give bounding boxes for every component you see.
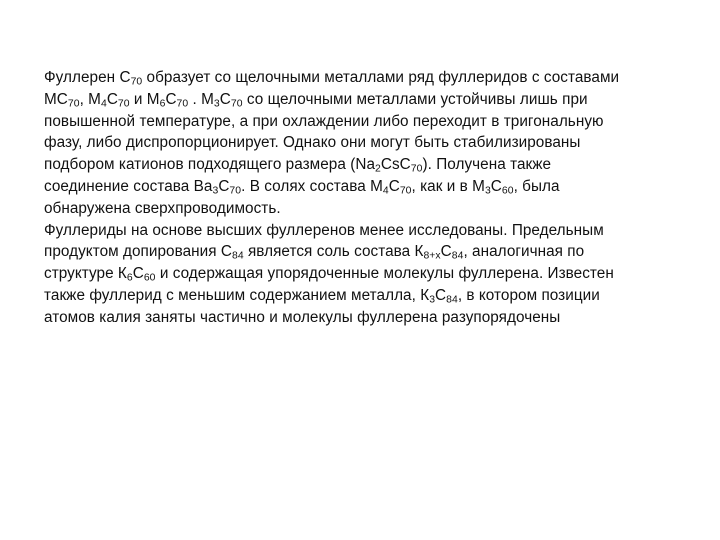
- text-run: С: [218, 177, 230, 195]
- subscript: 3: [213, 98, 220, 110]
- subscript: 4: [100, 98, 107, 110]
- text-run: и содержащая упорядоченные молекулы фуллерена. Известен: [155, 265, 614, 283]
- body-text: [44, 67, 682, 329]
- text-line: [44, 307, 682, 329]
- text-run: со щелочными металлами устойчивы лишь при: [242, 90, 588, 108]
- subscript: 70: [229, 185, 242, 197]
- subscript: 4: [382, 185, 389, 197]
- subscript: 84: [451, 250, 464, 262]
- subscript: 70: [176, 98, 189, 110]
- subscript: 3: [212, 185, 219, 197]
- text-run: , была: [513, 177, 560, 195]
- text-run: , аналогичная по: [463, 243, 585, 261]
- text-run: С: [440, 243, 452, 261]
- text-run: , как и в М: [411, 177, 485, 195]
- text-run: МС: [44, 90, 68, 108]
- subscript: 84: [446, 294, 458, 306]
- subscript: 84: [231, 250, 244, 262]
- subscript: 60: [143, 272, 156, 284]
- text-run: также фуллерид с меньшим содержанием металла, К: [44, 286, 430, 304]
- text-run: . М: [188, 90, 214, 108]
- text-run: CsC: [380, 156, 411, 174]
- text-run: фазу, либо диспропорционирует. Однако они могут быть стабилизированы: [44, 134, 581, 152]
- subscript: 6: [126, 272, 133, 284]
- text-run: соединение состава Ва: [44, 177, 213, 195]
- text-run: атомов калия заняты частично и молекулы фуллерена разупорядочены: [44, 308, 561, 326]
- subscript: 2: [375, 163, 381, 175]
- text-run: является соль состава К: [243, 243, 424, 261]
- text-run: повышенной температуре, а при охлаждении либо переходит в тригональную: [44, 112, 604, 130]
- subscript: 70: [117, 98, 130, 110]
- subscript: 70: [230, 98, 243, 110]
- text-line: [44, 67, 682, 89]
- text-run: обнаружена сверхпроводимость.: [44, 199, 281, 217]
- text-run: С: [106, 90, 118, 108]
- text-run: С: [219, 90, 231, 108]
- subscript: 70: [410, 163, 423, 175]
- text-line: [44, 285, 682, 307]
- text-run: и М: [129, 90, 160, 108]
- text-line: [44, 89, 682, 111]
- subscript: 70: [130, 76, 143, 88]
- text-run: С: [165, 90, 177, 108]
- subscript: 6: [159, 98, 166, 110]
- text-run: ). Получена также: [422, 156, 552, 174]
- text-run: подбором катионов подходящего размера (Na: [44, 156, 376, 174]
- text-line: [44, 198, 682, 220]
- text-run: Фуллерен С: [44, 69, 131, 86]
- text-run: , в котором позиции: [457, 286, 600, 304]
- subscript: 3: [484, 185, 491, 197]
- text-run: образует со щелочными металлами ряд фуллеридов с составами: [142, 69, 620, 86]
- text-run: . В солях состава М: [241, 177, 383, 195]
- subscript: 60: [501, 185, 514, 197]
- text-line: [44, 220, 682, 242]
- text-run: С: [388, 177, 400, 195]
- text-run: структуре К: [44, 265, 127, 283]
- text-run: С: [490, 177, 502, 195]
- subscript: 70: [67, 98, 80, 110]
- text-line: [44, 176, 682, 198]
- text-run: С: [435, 286, 447, 304]
- text-run: С: [132, 265, 144, 283]
- text-line: [44, 111, 682, 133]
- text-line: [44, 263, 682, 285]
- text-run: , М: [79, 90, 101, 108]
- text-line: [44, 241, 682, 263]
- text-run: продуктом допирования С: [44, 243, 232, 261]
- subscript: 70: [399, 185, 412, 197]
- subscript: 8+x: [423, 250, 441, 262]
- text-run: Фуллериды на основе высших фуллеренов менее исследованы. Предельным: [44, 221, 604, 239]
- subscript: 3: [429, 294, 436, 306]
- text-line: [44, 154, 682, 176]
- text-line: [44, 132, 682, 154]
